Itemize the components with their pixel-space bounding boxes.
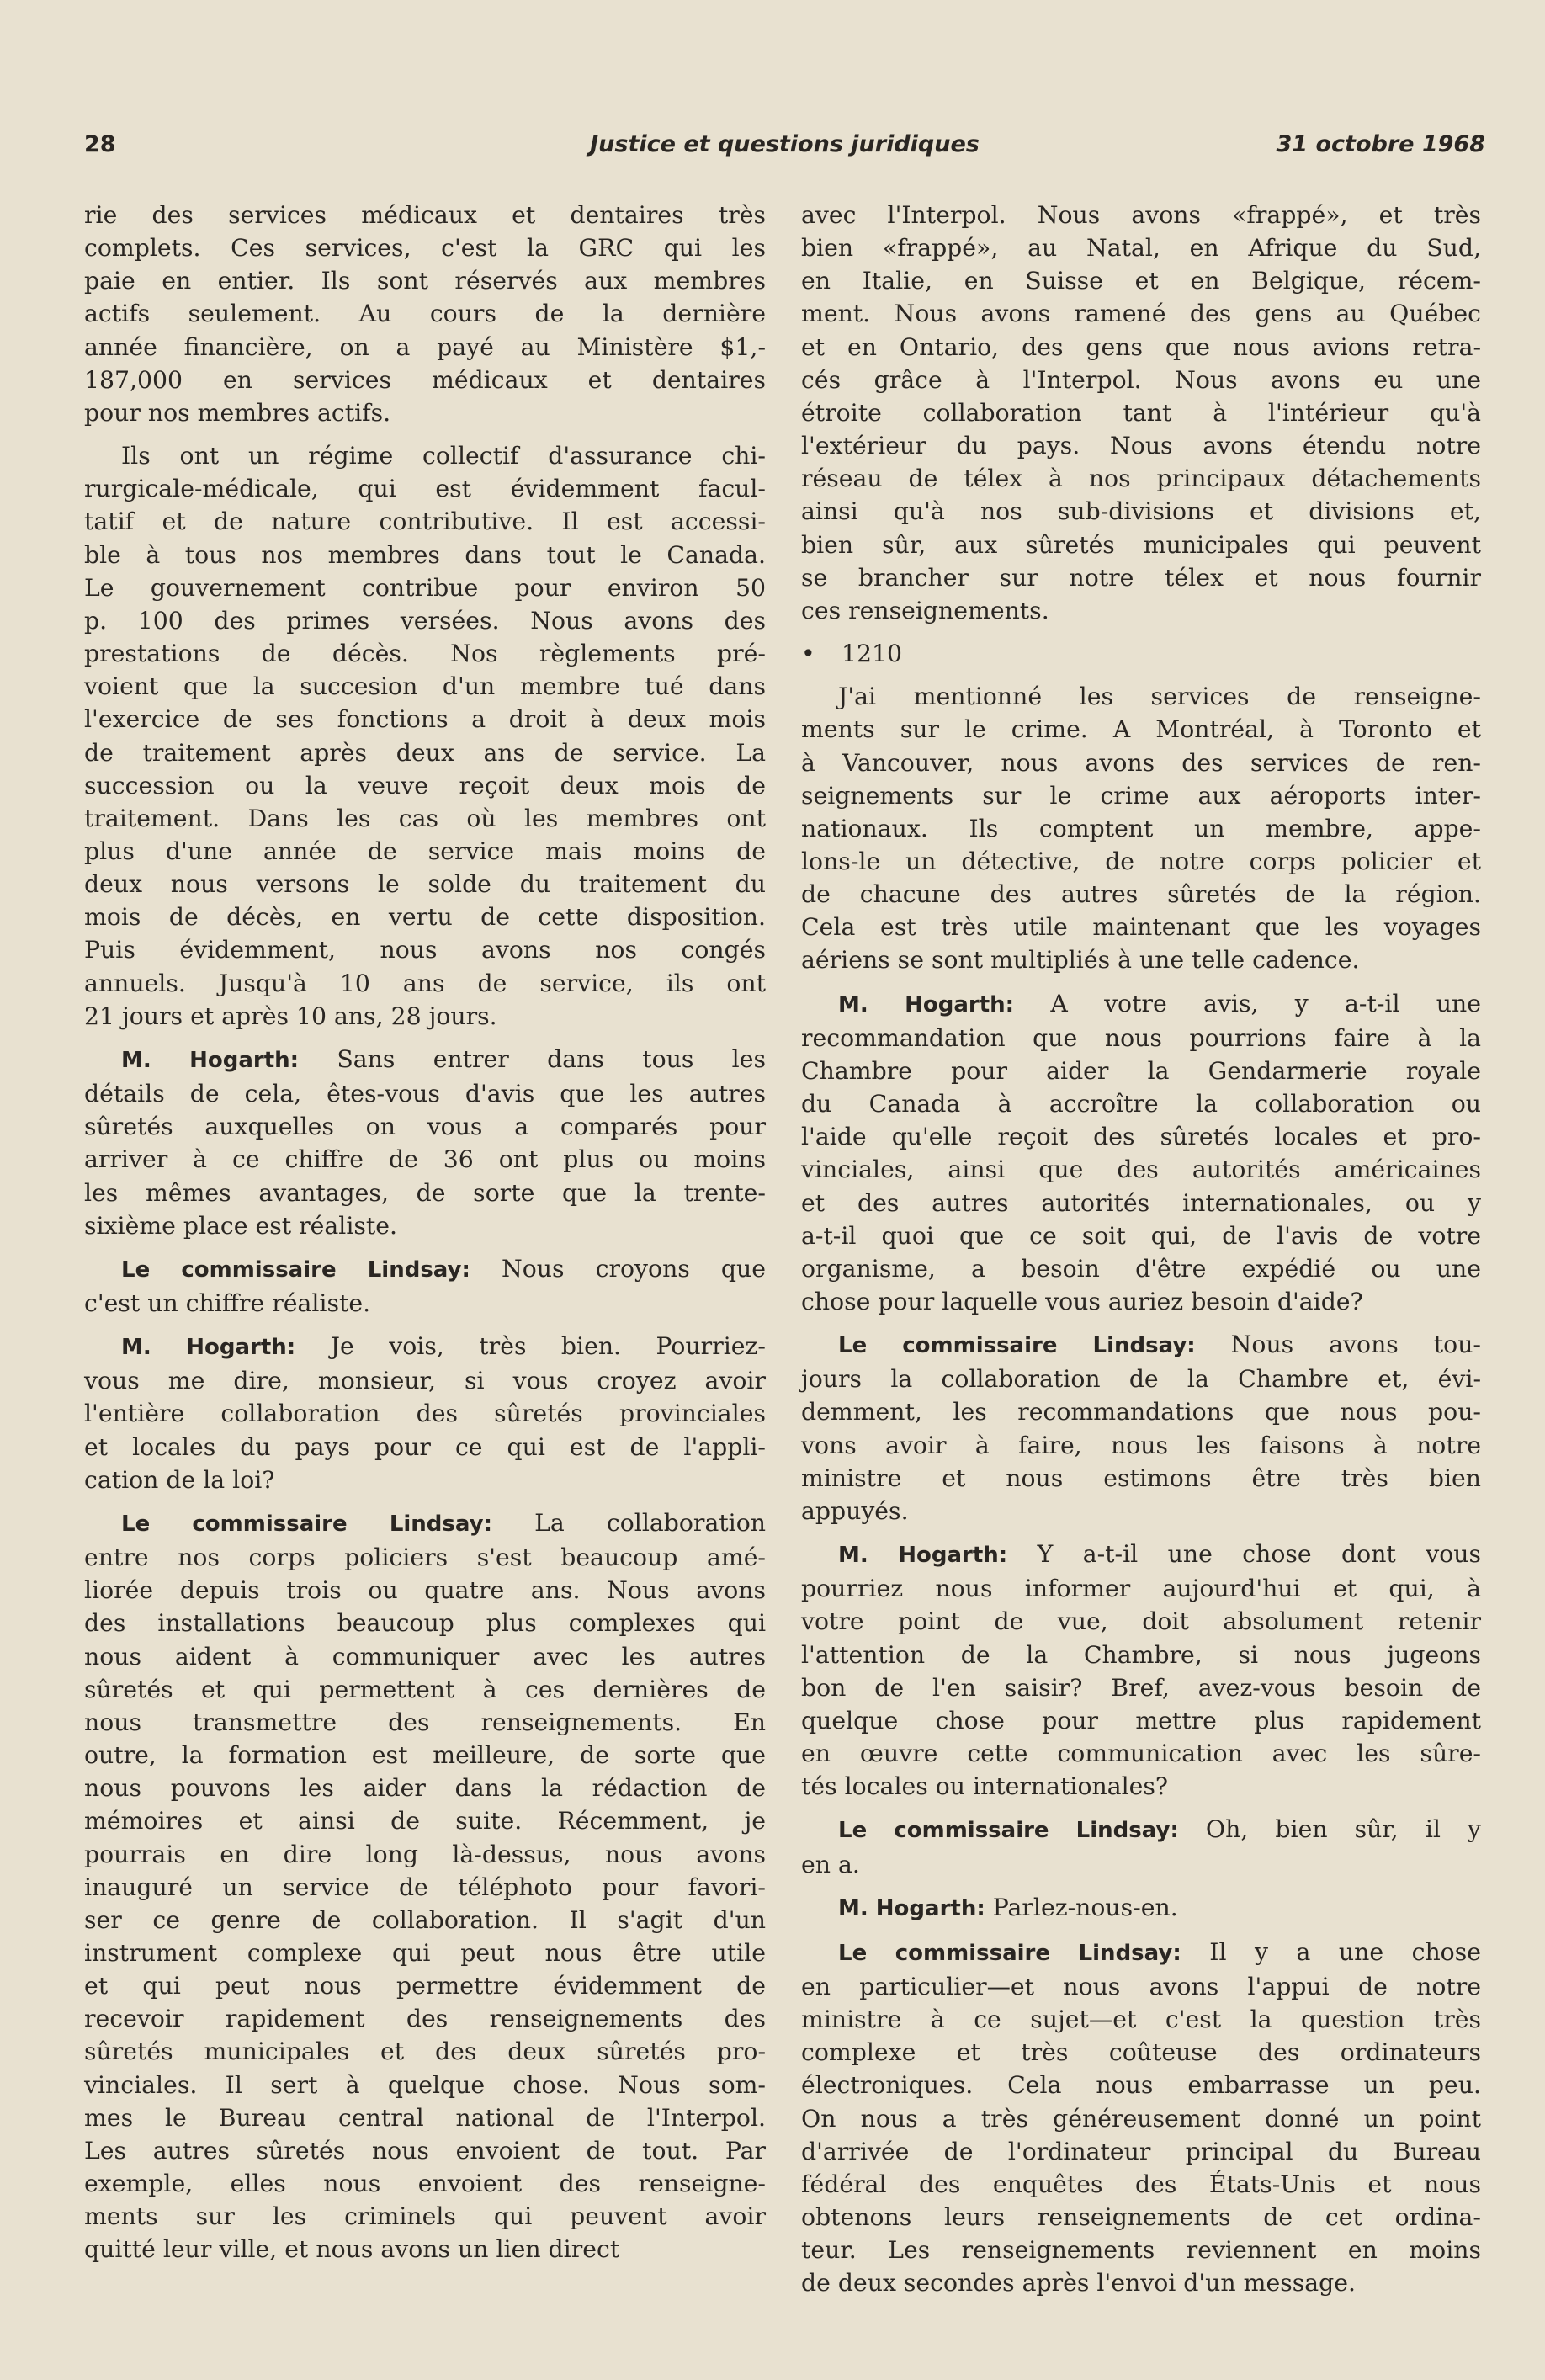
line-text: liorée depuis trois ou quatre ans. Nous avons (84, 1576, 766, 1605)
text-line (84, 2101, 766, 2134)
line-text: l'entière collaboration des sûretés provinciales (84, 1400, 766, 1428)
paragraph (84, 1043, 766, 1242)
paragraph (801, 1891, 1481, 1926)
text-line (84, 1330, 766, 1364)
line-text: électroniques. Cela nous embarrasse un peu. (801, 2071, 1481, 2100)
text-line (801, 1770, 1481, 1803)
text-line (84, 637, 766, 670)
line-text: avec l'Interpol. Nous avons «frappé», et très (801, 201, 1481, 229)
paragraph (84, 1252, 766, 1320)
line-text: 21 jours et après 10 ans, 28 jours. (84, 1001, 497, 1030)
text-line (84, 2002, 766, 2035)
text-line (801, 1891, 1481, 1926)
line-text: en Italie, en Suisse et en Belgique, récem- (801, 267, 1481, 295)
line-text: Ils ont un régime collectif d'assurance chi- (121, 442, 766, 470)
text-line (84, 967, 766, 1000)
line-text: rurgicale-médicale, qui est évidemment facul- (84, 475, 766, 503)
text-line (801, 1429, 1481, 1462)
text-line (84, 331, 766, 364)
text-line (84, 1464, 766, 1496)
line-text: Oh, bien sûr, il y (1178, 1815, 1481, 1844)
line-text: l'aide qu'elle reçoit des sûretés locales et pro- (801, 1123, 1481, 1151)
text-line (84, 1397, 766, 1430)
line-text: vinciales, ainsi que des autorités américaines (801, 1155, 1481, 1184)
line-text: en a. (801, 1850, 860, 1878)
line-text: voient que la succesion d'un membre tué dans (84, 672, 766, 701)
text-line (801, 495, 1481, 528)
text-line (801, 637, 1481, 670)
text-line (801, 331, 1481, 364)
text-line (801, 264, 1481, 297)
text-line (801, 2266, 1481, 2299)
text-line (801, 1153, 1481, 1186)
line-text: jours la collaboration de la Chambre et, évi- (801, 1365, 1481, 1394)
text-line (801, 396, 1481, 429)
line-text: d'arrivée de l'ordinateur principal du Bureau (801, 2137, 1481, 2165)
text-line (801, 812, 1481, 845)
text-line (801, 1187, 1481, 1219)
line-text: l'exercice de ses fonctions a droit à deux mois (84, 705, 766, 734)
text-line (801, 1120, 1481, 1153)
left-column (84, 199, 766, 2276)
text-line (84, 1043, 766, 1077)
line-text: p. 100 des primes versées. Nous avons des (84, 606, 766, 635)
line-text: a-t-il quoi que ce soit qui, de l'avis de votre (801, 1221, 1481, 1250)
line-text: fédéral des enquêtes des États-Unis et nous (801, 2170, 1481, 2198)
line-text: tés locales ou internationales? (801, 1772, 1169, 1801)
text-line (84, 2134, 766, 2167)
line-text: aériens se sont multipliés à une telle cadence. (801, 946, 1360, 975)
text-line (84, 1177, 766, 1209)
text-line (84, 1287, 766, 1320)
text-line (84, 505, 766, 538)
line-text: sixième place est réaliste. (84, 1211, 398, 1240)
line-text: tatif et de nature contributive. Il est accessi- (84, 507, 766, 536)
text-line (801, 1639, 1481, 1671)
paragraph (801, 199, 1481, 627)
line-text: Puis évidemment, nous avons nos congés (84, 936, 766, 964)
text-line (84, 1904, 766, 1936)
text-line (801, 845, 1481, 878)
line-text: les mêmes avantages, de sorte que la trente- (84, 1178, 766, 1207)
page-header (84, 131, 1485, 168)
text-line (801, 594, 1481, 627)
running-title: Justice et questions juridiques (590, 131, 980, 157)
bullet-icon: • (801, 640, 815, 668)
line-text: ments sur les criminels qui peuvent avoir (84, 2202, 766, 2231)
line-text: l'extérieur du pays. Nous avons étendu notre (801, 432, 1481, 460)
text-line (801, 1495, 1481, 1527)
line-text: teur. Les renseignements reviennent en moins (801, 2236, 1481, 2265)
text-line (84, 1209, 766, 1242)
text-line (801, 713, 1481, 746)
line-text: se brancher sur notre télex et nous fournir (801, 563, 1481, 592)
text-line (801, 2201, 1481, 2234)
line-text: chose pour laquelle vous auriez besoin d'aide? (801, 1288, 1363, 1315)
line-text: Parlez-nous-en. (985, 1893, 1178, 1921)
line-text: Cela est très utile maintenant que les voyages (801, 913, 1481, 942)
line-text: actifs seulement. Au cours de la dernière (84, 300, 766, 328)
line-text: détails de cela, êtes-vous d'avis que les autres (84, 1080, 766, 1108)
line-text: nous pouvons les aider dans la rédaction de (84, 1774, 766, 1803)
line-text: Nous avons tou- (1195, 1331, 1481, 1359)
line-text: On nous a très généreusement donné un point (801, 2104, 1481, 2133)
text-line (84, 1838, 766, 1871)
line-text: votre point de vue, doit absolument retenir (801, 1607, 1481, 1636)
text-line (84, 2035, 766, 2068)
text-line (84, 802, 766, 835)
line-text: outre, la formation est meilleure, de sorte que (84, 1741, 766, 1770)
speaker-name: Le commissaire Lindsay: (121, 1256, 470, 1283)
line-text: quelque chose pour mettre plus rapidement (801, 1706, 1481, 1735)
text-line (84, 1252, 766, 1287)
line-text: ment. Nous avons ramené des gens au Québec (801, 300, 1481, 328)
paragraph (801, 680, 1481, 976)
text-line (801, 1055, 1481, 1087)
line-text: année financière, on a payé au Ministère $1,- (84, 332, 766, 361)
text-line (801, 987, 1481, 1022)
text-line (84, 1936, 766, 1969)
line-text: demment, les recommandations que nous pou- (801, 1398, 1481, 1426)
text-line (801, 1970, 1481, 2003)
line-text: rie des services médicaux et dentaires très (84, 201, 766, 229)
text-line (84, 1077, 766, 1110)
paragraph (84, 439, 766, 1033)
line-text: pourrais en dire long là-dessus, nous avons (84, 1840, 766, 1868)
page-number: 28 (84, 131, 116, 157)
line-text: vons avoir à faire, nous les faisons à notre (801, 1431, 1481, 1459)
text-line (84, 835, 766, 868)
line-text: La collaboration (491, 1508, 766, 1537)
line-text: en particulier—et nous avons l'appui de notre (801, 1972, 1481, 2000)
line-text: ministre à ce sujet—et c'est la question très (801, 2005, 1481, 2034)
line-text: nationaux. Ils comptent un membre, appe- (801, 814, 1481, 842)
text-line (84, 199, 766, 231)
speaker-name: Le commissaire Lindsay: (121, 1511, 492, 1537)
line-text: succession ou la veuve reçoit deux mois de (84, 771, 766, 800)
line-text: obtenons leurs renseignements de cet ordina- (801, 2203, 1481, 2232)
line-text: ser ce genre de collaboration. Il s'agit d'un (84, 1905, 766, 1934)
line-text: prestations de décès. Nos règlements pré- (84, 640, 766, 668)
text-line (801, 1737, 1481, 1770)
text-line (801, 199, 1481, 231)
line-text: ministre et nous estimons être très bien (801, 1464, 1481, 1492)
text-line (84, 2167, 766, 2200)
text-line (801, 561, 1481, 594)
text-line (801, 1219, 1481, 1252)
text-line (84, 1772, 766, 1804)
text-line (801, 364, 1481, 396)
paragraph (801, 1936, 1481, 2300)
line-text: 187,000 en services médicaux et dentaires (84, 365, 766, 394)
text-line (801, 911, 1481, 943)
page-date: 31 octobre 1968 (1276, 131, 1485, 157)
text-line (801, 943, 1481, 976)
text-line (84, 396, 766, 429)
text-line (801, 2003, 1481, 2036)
text-line (801, 1605, 1481, 1638)
text-line (801, 2135, 1481, 2168)
text-line (84, 1969, 766, 2002)
text-line (84, 1143, 766, 1176)
speaker-name: Le commissaire Lindsay: (838, 1333, 1196, 1359)
text-line (801, 1395, 1481, 1428)
line-text: Chambre pour aider la Gendarmerie royale (801, 1056, 1481, 1085)
line-text: exemple, elles nous envoient des renseigne- (84, 2170, 766, 2198)
speaker-name: Le commissaire Lindsay: (838, 1818, 1179, 1844)
text-line (84, 264, 766, 297)
line-text: pour nos membres actifs. (84, 398, 391, 427)
line-text: des installations beaucoup plus complexes qui (84, 1609, 766, 1638)
text-line (84, 1364, 766, 1397)
speaker-name: M. Hogarth: (838, 1895, 985, 1921)
text-line (801, 462, 1481, 495)
text-line (84, 1110, 766, 1143)
line-text: Il y a une chose (1181, 1937, 1481, 1966)
text-line (84, 670, 766, 703)
text-line (84, 604, 766, 637)
text-line (84, 1739, 766, 1772)
paragraph (801, 637, 1481, 670)
text-line (801, 1572, 1481, 1605)
line-text: mes le Bureau central national de l'Interpol. (84, 2103, 766, 2132)
line-text: et en Ontario, des gens que nous avions retra- (801, 332, 1481, 361)
text-line (801, 1363, 1481, 1395)
line-text: Le gouvernement contribue pour environ 50 (84, 573, 766, 602)
line-text: ble à tous nos membres dans tout le Canada. (84, 540, 766, 569)
text-line (801, 1285, 1481, 1318)
text-line (84, 539, 766, 571)
line-text: recevoir rapidement des renseignements des (84, 2005, 766, 2033)
line-text: cation de la loi? (84, 1465, 275, 1494)
line-text: instrument complexe qui peut nous être utile (84, 1938, 766, 1967)
line-text: cés grâce à l'Interpol. Nous avons eu une (801, 365, 1481, 394)
paragraph (801, 1328, 1481, 1527)
text-line (801, 1462, 1481, 1495)
text-line (801, 779, 1481, 812)
text-line (84, 900, 766, 933)
line-text: à Vancouver, nous avons des services de ren- (801, 748, 1481, 777)
line-text: Sans entrer dans tous les (299, 1044, 766, 1073)
text-line (801, 2234, 1481, 2266)
line-text: 1210 (842, 640, 903, 668)
text-line (801, 231, 1481, 264)
line-text: étroite collaboration tant à l'intérieur qu'à (801, 398, 1481, 427)
text-line (801, 1087, 1481, 1120)
text-line (84, 1431, 766, 1464)
text-line (801, 297, 1481, 330)
line-text: deux nous versons le solde du traitement du (84, 870, 766, 899)
text-line (84, 1673, 766, 1706)
paragraph (84, 1330, 766, 1496)
text-line (801, 1022, 1481, 1055)
text-line (801, 878, 1481, 911)
text-line (84, 1607, 766, 1639)
line-text: mémoires et ainsi de suite. Récemment, je (84, 1807, 766, 1835)
line-text: nous transmettre des renseignements. En (84, 1708, 766, 1736)
line-text: mois de décès, en vertu de cette disposition. (84, 903, 766, 932)
line-text: quitté leur ville, et nous avons un lien direct (84, 2235, 620, 2264)
line-text: organisme, a besoin d'être expédié ou une (801, 1254, 1481, 1283)
line-text: paie en entier. Ils sont réservés aux membres (84, 267, 766, 295)
line-text: annuels. Jusqu'à 10 ans de service, ils ont (84, 969, 766, 997)
line-text: ments sur le crime. A Montréal, à Toronto et (801, 715, 1481, 744)
line-text: recommandation que nous pourrions faire à la (801, 1023, 1481, 1052)
text-line (801, 1538, 1481, 1572)
line-text: Nous croyons que (470, 1254, 766, 1283)
right-column (801, 199, 1481, 2310)
line-text: sûretés auxquelles on vous a comparés pour (84, 1113, 766, 1141)
text-line (84, 1506, 766, 1541)
text-line (801, 1704, 1481, 1737)
text-line (84, 2233, 766, 2266)
line-text: Les autres sûretés nous envoient de tout. Par (84, 2136, 766, 2165)
text-line (801, 1252, 1481, 1285)
text-line (84, 736, 766, 769)
line-text: traitement. Dans les cas où les membres ont (84, 804, 766, 832)
line-text: vinciales. Il sert à quelque chose. Nous som- (84, 2070, 766, 2099)
text-line (84, 703, 766, 736)
text-line (84, 439, 766, 472)
speaker-name: M. Hogarth: (121, 1335, 296, 1361)
line-text: et des autres autorités internationales, ou y (801, 1188, 1481, 1217)
text-line (801, 2069, 1481, 2101)
line-text: de traitement après deux ans de service. La (84, 738, 766, 767)
line-text: c'est un chiffre réaliste. (84, 1289, 371, 1317)
text-line (801, 2168, 1481, 2201)
text-line (801, 2036, 1481, 2069)
text-line (84, 769, 766, 802)
text-line (84, 1804, 766, 1837)
paragraph (801, 1538, 1481, 1803)
line-text: vous me dire, monsieur, si vous croyez avoir (84, 1367, 766, 1395)
text-line (84, 1706, 766, 1739)
line-text: l'attention de la Chambre, si nous jugeons (801, 1640, 1481, 1669)
line-text: et locales du pays pour ce qui est de l'appli- (84, 1432, 766, 1461)
line-text: du Canada à accroître la collaboration ou (801, 1090, 1481, 1118)
paragraph (801, 1813, 1481, 1880)
speaker-name: M. Hogarth: (838, 1543, 1008, 1569)
line-text: seignements sur le crime aux aéroports inter- (801, 781, 1481, 810)
text-line (801, 1848, 1481, 1881)
line-text: plus d'une année de service mais moins de (84, 837, 766, 865)
text-line (801, 680, 1481, 713)
speaker-name: M. Hogarth: (838, 991, 1015, 1017)
text-line (801, 2102, 1481, 2135)
paragraph (84, 1506, 766, 2266)
line-text: en œuvre cette communication avec les sûre- (801, 1740, 1481, 1768)
text-line (801, 429, 1481, 462)
text-line (84, 868, 766, 900)
text-line (84, 1000, 766, 1033)
text-line (84, 1640, 766, 1673)
line-text: et qui peut nous permettre évidemment de (84, 1972, 766, 2000)
line-text: inauguré un service de téléphoto pour favori- (84, 1873, 766, 1901)
line-text: complexe et très coûteuse des ordinateurs (801, 2038, 1481, 2067)
text-line (84, 1541, 766, 1574)
line-text: de chacune des autres sûretés de la région. (801, 880, 1481, 909)
paragraph (84, 199, 766, 429)
line-text: de deux secondes après l'envoi d'un message. (801, 2269, 1356, 2298)
paragraph (801, 987, 1481, 1319)
speaker-name: M. Hogarth: (121, 1047, 300, 1073)
text-line (84, 231, 766, 264)
text-line (84, 571, 766, 604)
line-text: ces renseignements. (801, 596, 1049, 624)
text-line (84, 1871, 766, 1904)
text-line (801, 746, 1481, 779)
line-text: Je vois, très bien. Pourriez- (295, 1332, 766, 1361)
speaker-name: Le commissaire Lindsay: (838, 1940, 1181, 1966)
line-text: lons-le un détective, de notre corps policier et (801, 847, 1481, 875)
line-text: réseau de télex à nos principaux détachements (801, 465, 1481, 493)
text-line (84, 2200, 766, 2233)
text-line (84, 1574, 766, 1607)
line-text: appuyés. (801, 1496, 909, 1525)
text-line (84, 933, 766, 966)
line-text: bien «frappé», au Natal, en Afrique du Sud, (801, 234, 1481, 263)
text-line (84, 472, 766, 505)
line-text: ainsi qu'à nos sub-divisions et divisions et, (801, 497, 1481, 526)
text-line (84, 2069, 766, 2101)
text-line (84, 364, 766, 396)
line-text: arriver à ce chiffre de 36 ont plus ou moins (84, 1145, 766, 1174)
text-line (801, 1813, 1481, 1847)
line-text: bien sûr, aux sûretés municipales qui peuvent (801, 530, 1481, 559)
text-line (801, 529, 1481, 561)
line-text: nous aident à communiquer avec les autres (84, 1642, 766, 1671)
line-text: bon de l'en saisir? Bref, avez-vous besoin de (801, 1673, 1481, 1702)
line-text: pourriez nous informer aujourd'hui et qui, à (801, 1575, 1481, 1603)
text-line (801, 1671, 1481, 1704)
text-line (801, 1936, 1481, 1970)
text-line (801, 1328, 1481, 1363)
text-line (84, 297, 766, 330)
line-text: sûretés et qui permettent à ces dernières de (84, 1675, 766, 1703)
line-text: Y a-t-il une chose dont vous (1007, 1540, 1481, 1569)
line-text: entre nos corps policiers s'est beaucoup amé- (84, 1543, 766, 1572)
line-text: sûretés municipales et des deux sûretés pro- (84, 2037, 766, 2066)
line-text: complets. Ces services, c'est la GRC qui les (84, 234, 766, 263)
line-text: A votre avis, y a-t-il une (1014, 989, 1481, 1017)
line-text: J'ai mentionné les services de renseigne- (838, 683, 1481, 711)
